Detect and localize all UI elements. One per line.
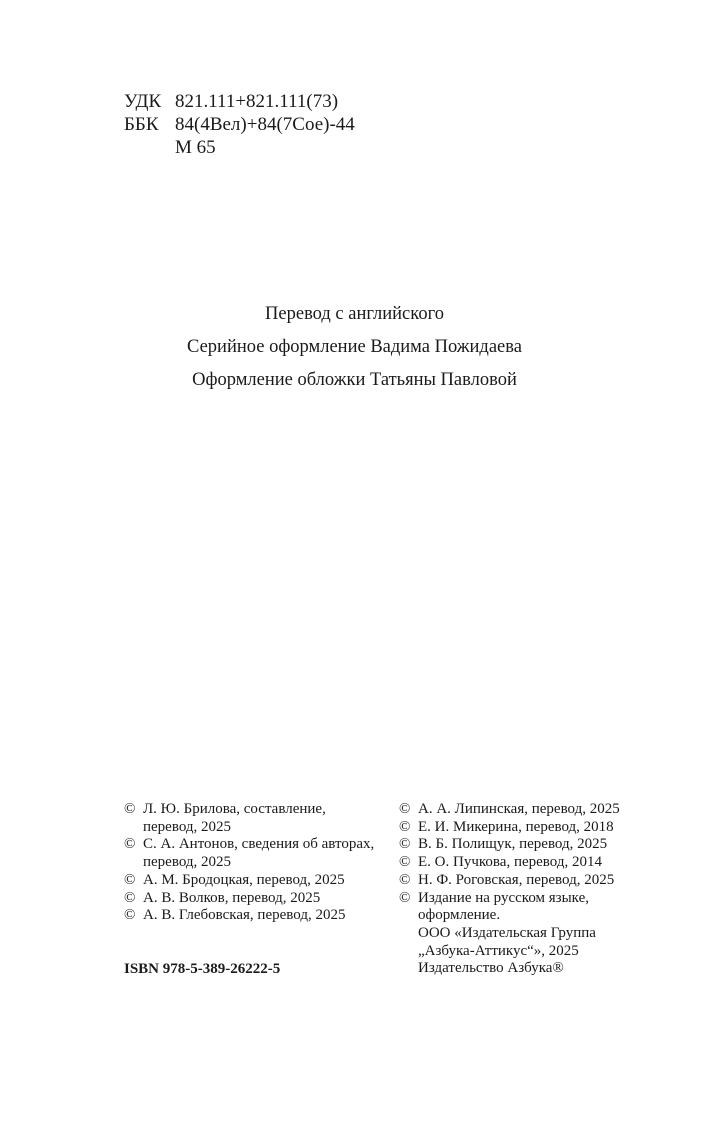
copyright-symbol: ©	[399, 801, 411, 817]
copyright-text: А. М. Бродоцкая, перевод, 2025	[143, 871, 345, 888]
udk-value: 821.111+821.111(73)	[175, 91, 339, 112]
copyright-item	[399, 890, 689, 925]
copyright-text: В. Б. Полищук, перевод, 2025	[418, 836, 608, 853]
copyright-item	[124, 872, 394, 890]
bbk-label: ББК	[124, 114, 159, 135]
copyright-text: Л. Ю. Брилова, составление, перевод, 2025	[143, 801, 326, 835]
copyright-text: Н. Ф. Роговская, перевод, 2025	[418, 871, 615, 888]
copyright-symbol: ©	[124, 871, 136, 888]
copyright-list-left	[124, 801, 394, 925]
copyright-item	[124, 907, 394, 925]
copyright-list-right	[399, 801, 689, 925]
publisher-line: ООО «Издательская Группа	[418, 925, 596, 941]
copyright-symbol: ©	[124, 889, 136, 906]
copyright-text: А. В. Волков, перевод, 2025	[143, 889, 321, 906]
copyright-text: А. А. Липинская, перевод, 2025	[418, 801, 620, 817]
copyright-symbol: ©	[399, 854, 411, 871]
copyright-item	[124, 836, 394, 871]
credits-block	[0, 298, 709, 397]
isbn: ISBN 978-5-389-26222-5	[124, 961, 281, 977]
udk-label: УДК	[124, 91, 162, 112]
copyright-item	[124, 801, 394, 836]
copyright-text: С. А. Антонов, сведения об авторах, перевод, 2025	[143, 836, 375, 871]
copyright-item	[399, 872, 689, 890]
copyright-symbol: ©	[124, 836, 136, 853]
copyright-symbol: ©	[399, 836, 411, 853]
copyright-item	[399, 801, 689, 819]
copyright-symbol: ©	[124, 907, 136, 924]
bbk-row	[124, 113, 355, 136]
classification-block	[124, 90, 355, 159]
copyright-item	[399, 836, 689, 854]
copyright-symbol: ©	[399, 889, 411, 906]
udk-row	[124, 90, 355, 113]
copyright-item	[399, 819, 689, 837]
author-mark-row	[124, 136, 355, 159]
bbk-value: 84(4Вел)+84(7Сое)-44	[175, 114, 355, 135]
cover-design-credit: Оформление обложки Татьяны Павловой	[192, 370, 517, 390]
publisher-line: Издательство Азбука®	[418, 960, 564, 977]
copyright-text: Издание на русском языке, оформление.	[418, 889, 589, 924]
copyright-text: Е. О. Пучкова, перевод, 2014	[418, 854, 602, 871]
copyright-item	[124, 890, 394, 908]
copyright-symbol: ©	[124, 801, 136, 817]
series-design-credit: Серийное оформление Вадима Пожидаева	[187, 337, 522, 357]
publisher-block	[418, 925, 596, 978]
copyright-symbol: ©	[399, 871, 411, 888]
copyright-symbol: ©	[399, 818, 411, 835]
copyright-item	[399, 854, 689, 872]
translation-credit: Перевод с английского	[265, 304, 444, 324]
publisher-line: „Азбука-Аттикус“», 2025	[418, 942, 579, 959]
author-mark: М 65	[175, 137, 216, 158]
copyright-text: Е. И. Микерина, перевод, 2018	[418, 818, 614, 835]
copyright-text: А. В. Глебовская, перевод, 2025	[143, 907, 346, 924]
